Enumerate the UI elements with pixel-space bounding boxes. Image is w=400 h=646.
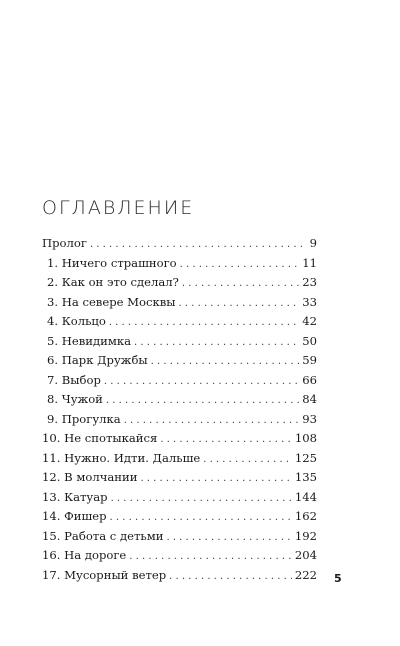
toc-entry [42, 234, 317, 254]
toc-entry-page: 135 [294, 470, 317, 484]
toc-leader-dots [151, 352, 300, 372]
toc-leader-dots [106, 391, 299, 411]
toc-leader-dots [90, 235, 307, 255]
toc-entry-page: 23 [302, 275, 317, 289]
toc-entry-title: 11. Нужно. Идти. Дальше [42, 450, 201, 465]
toc-entry-page: 192 [294, 528, 317, 543]
toc-entry-page: 84 [302, 392, 317, 406]
toc-entry-page: 59 [302, 353, 317, 367]
toc-entry [42, 410, 317, 430]
toc-entry-page: 93 [302, 411, 317, 426]
toc-entry-title: Пролог [42, 236, 87, 250]
toc-entry-title: 4. Кольцо [47, 314, 106, 328]
toc-leader-dots [129, 547, 292, 567]
toc-entry [42, 254, 317, 274]
toc-entry-title: 15. Работа с детьми [42, 528, 164, 543]
toc-entry-page: 50 [302, 333, 317, 348]
toc-leader-dots [124, 411, 300, 431]
toc-entry-title: 3. На севере Москвы [47, 294, 176, 309]
toc-entry-page: 204 [294, 548, 317, 562]
toc-leader-dots [166, 528, 291, 548]
toc-entry [42, 390, 317, 410]
toc-entry-page: 125 [294, 450, 317, 465]
toc-leader-dots [203, 450, 292, 470]
toc-leader-dots [110, 508, 292, 528]
toc-leader-dots [169, 567, 292, 587]
toc-entry-page: 222 [294, 567, 317, 582]
toc-entry-title: 10. Не спотыкайся [42, 431, 158, 445]
toc-entry [42, 371, 317, 391]
toc-entry-title: 7. Выбор [47, 372, 101, 387]
toc-entry-page: 42 [302, 314, 317, 328]
toc-leader-dots [111, 489, 292, 509]
toc-entry-title: 1. Ничего страшного [47, 255, 177, 270]
toc-entry [42, 468, 317, 488]
toc-entry-page: 33 [302, 294, 317, 309]
toc-entry-title: 8. Чужой [47, 392, 103, 406]
toc-entry-title: 2. Как он это сделал? [47, 275, 179, 289]
toc-entry [42, 351, 317, 371]
toc-leader-dots [104, 372, 299, 392]
toc-entry-title: 12. В молчании [42, 470, 138, 484]
toc-leader-dots [160, 430, 292, 450]
toc-list [42, 234, 317, 585]
page-number: 5 [334, 572, 342, 585]
toc-entry-page: 11 [302, 255, 317, 270]
toc-entry-title: 16. На дороге [42, 548, 127, 562]
toc-entry-title: 14. Фишер [42, 509, 107, 523]
toc-entry-page: 162 [294, 509, 317, 523]
toc-leader-dots [180, 255, 300, 275]
toc-heading: ОГЛАВЛЕНИЕ [42, 197, 195, 219]
toc-entry-page: 108 [294, 431, 317, 445]
toc-entry-title: 9. Прогулка [47, 411, 121, 426]
toc-entry [42, 546, 317, 566]
toc-entry [42, 527, 317, 547]
toc-leader-dots [140, 469, 291, 489]
toc-entry-page: 9 [309, 236, 317, 250]
toc-entry [42, 332, 317, 352]
toc-entry-title: 17. Мусорный ветер [42, 567, 167, 582]
toc-entry-title: 6. Парк Дружбы [47, 353, 148, 367]
toc-entry [42, 507, 317, 527]
toc-leader-dots [134, 333, 299, 353]
toc-entry [42, 312, 317, 332]
toc-leader-dots [109, 313, 299, 333]
toc-entry [42, 566, 317, 586]
toc-leader-dots [179, 294, 300, 314]
toc-entry-title: 13. Катуар [42, 489, 108, 504]
toc-entry [42, 429, 317, 449]
toc-entry-page: 66 [302, 372, 317, 387]
toc-entry [42, 293, 317, 313]
toc-entry [42, 488, 317, 508]
toc-leader-dots [182, 274, 299, 294]
toc-entry-title: 5. Невидимка [47, 333, 132, 348]
toc-entry [42, 273, 317, 293]
toc-entry [42, 449, 317, 469]
toc-entry-page: 144 [294, 489, 317, 504]
